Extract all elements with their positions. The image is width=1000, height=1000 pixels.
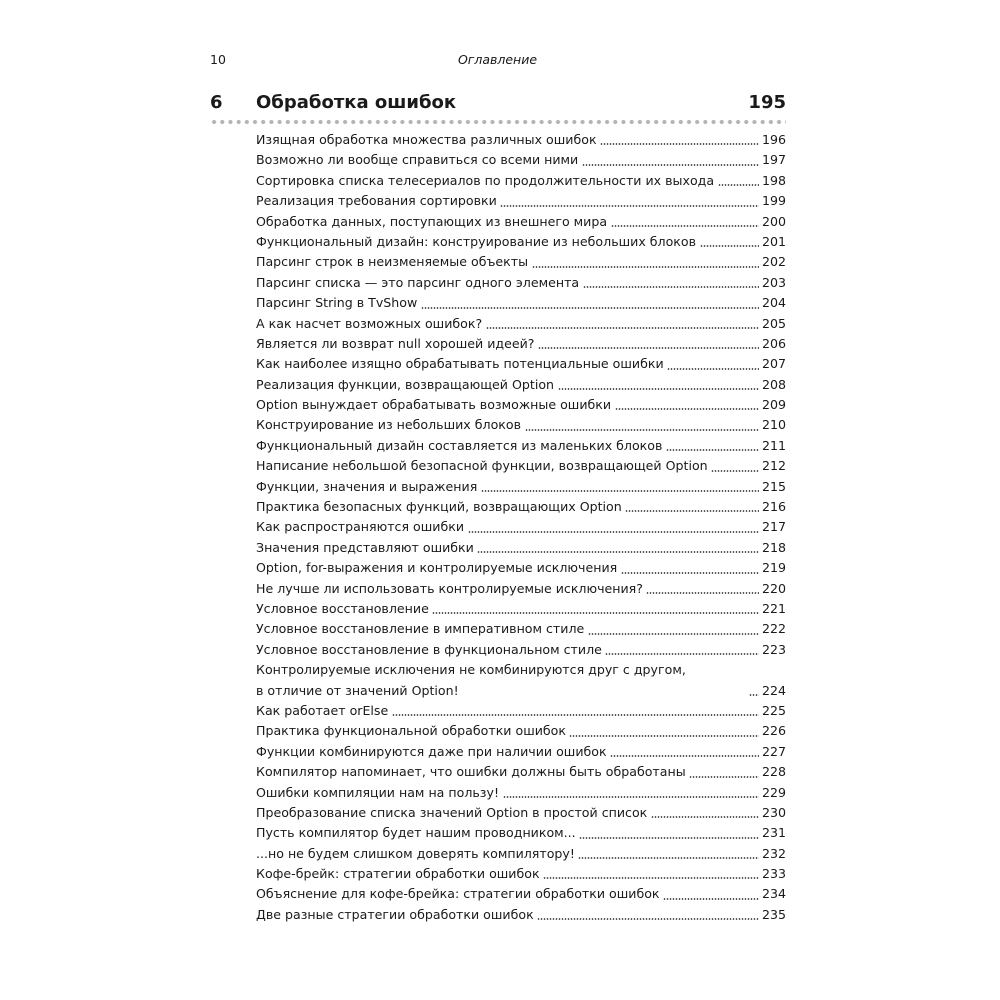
toc-entry-page-number: 224 bbox=[761, 682, 786, 698]
toc-entry-page-number: 232 bbox=[761, 845, 786, 861]
toc-dot-leader bbox=[667, 368, 759, 370]
toc-entry-page-number: 201 bbox=[761, 233, 786, 249]
toc-entry-title-text: Условное восстановление в функциональном стиле bbox=[256, 641, 602, 657]
toc-entry-title bbox=[256, 293, 746, 313]
toc-entry bbox=[256, 538, 786, 558]
toc-entry-title bbox=[256, 415, 746, 435]
toc-entry bbox=[256, 783, 786, 803]
chapter-title: Обработка ошибок bbox=[256, 92, 457, 113]
toc-entry-title-text: Практика функциональной обработки ошибок bbox=[256, 723, 566, 739]
toc-entry-title bbox=[256, 252, 746, 272]
toc-dot-leader bbox=[579, 837, 759, 839]
toc-entry-page-number: 227 bbox=[761, 743, 786, 759]
toc-dot-leader bbox=[666, 449, 759, 451]
toc-entry bbox=[256, 660, 786, 701]
toc-dot-leader bbox=[503, 796, 759, 798]
toc-entry bbox=[256, 599, 786, 619]
toc-entry-title bbox=[256, 783, 746, 803]
toc-entry-title-text: Как распространяются ошибки bbox=[256, 519, 465, 535]
toc-entry-title-text: Условное восстановление в императивном стиле bbox=[256, 621, 585, 637]
toc-entry bbox=[256, 171, 786, 191]
toc-entry bbox=[256, 884, 786, 904]
toc-entry-title-text: Функциональный дизайн составляется из маленьких блоков bbox=[256, 437, 663, 453]
toc-dot-leader bbox=[538, 347, 759, 349]
toc-list bbox=[256, 130, 786, 925]
toc-entry-title-text: Является ли возврат null хорошей идеей? bbox=[256, 335, 535, 351]
toc-entry-page-number: 206 bbox=[761, 335, 786, 351]
toc-entry-title bbox=[256, 130, 746, 150]
toc-dot-leader bbox=[625, 510, 759, 512]
toc-entry-title bbox=[256, 558, 746, 578]
toc-entry-title-text: Функциональный дизайн: конструирование из небольших блоков bbox=[256, 233, 697, 249]
toc-entry-title-text: Парсинг строк в неизменяемые объекты bbox=[256, 254, 529, 270]
toc-entry-page-number: 229 bbox=[761, 784, 786, 800]
page-number: 10 bbox=[210, 52, 226, 67]
toc-entry-page-number: 225 bbox=[761, 702, 786, 718]
toc-entry-title-text: Реализация требования сортировки bbox=[256, 193, 497, 209]
toc-entry-page-number: 217 bbox=[761, 519, 786, 535]
toc-entry-page-number: 235 bbox=[761, 906, 786, 922]
toc-entry-title-text: Ошибки компиляции нам на пользу! bbox=[256, 784, 500, 800]
toc-entry-title-text: Изящная обработка множества различных ошибок bbox=[256, 132, 597, 147]
toc-entry-title-text: Не лучше ли использовать контролируемые исключения? bbox=[256, 580, 643, 596]
toc-entry-page-number: 223 bbox=[761, 641, 786, 657]
toc-entry-title bbox=[256, 599, 746, 619]
toc-entry bbox=[256, 436, 786, 456]
toc-entry bbox=[256, 844, 786, 864]
toc-dot-leader bbox=[621, 572, 759, 574]
toc-entry bbox=[256, 517, 786, 537]
toc-entry-title-text: Функции комбинируются даже при наличии ошибок bbox=[256, 743, 607, 759]
toc-entry-title bbox=[256, 538, 746, 558]
toc-dot-leader bbox=[477, 551, 759, 553]
toc-dot-leader bbox=[432, 612, 759, 614]
toc-entry-title bbox=[256, 660, 746, 701]
toc-dot-leader bbox=[611, 225, 759, 227]
toc-entry-page-number: 233 bbox=[761, 866, 786, 882]
toc-entry-title-text: Сортировка списка телесериалов по продолжительности их выхода bbox=[256, 172, 715, 188]
toc-dot-leader bbox=[651, 816, 759, 818]
toc-entry-title-text: Написание небольшой безопасной функции, возвращающей Option bbox=[256, 458, 708, 474]
chapter-number: 6 bbox=[210, 92, 223, 113]
toc-entry bbox=[256, 497, 786, 517]
toc-entry-title-text: Option, for-выражения и контролируемые исключения bbox=[256, 560, 618, 576]
toc-entry-page-number: 211 bbox=[761, 437, 786, 453]
toc-entry-page-number: 234 bbox=[761, 886, 786, 902]
toc-dot-leader bbox=[421, 307, 759, 309]
toc-dot-leader bbox=[486, 327, 759, 329]
toc-dot-leader bbox=[537, 918, 759, 920]
toc-entry-title bbox=[256, 619, 746, 639]
toc-entry-title bbox=[256, 742, 746, 762]
toc-entry-title-text: Возможно ли вообще справиться со всеми ними bbox=[256, 152, 579, 168]
toc-entry-page-number: 212 bbox=[761, 458, 786, 474]
toc-entry-title-text: Пусть компилятор будет нашим проводником... bbox=[256, 825, 576, 841]
toc-entry bbox=[256, 415, 786, 435]
toc-entry-title-text: Обработка данных, поступающих из внешнего мира bbox=[256, 213, 608, 229]
toc-entry-page-number: 208 bbox=[761, 376, 786, 392]
toc-entry-title-text: Option вынуждает обрабатывать возможные ошибки bbox=[256, 397, 612, 413]
toc-entry-title bbox=[256, 640, 746, 660]
toc-entry-page-number: 209 bbox=[761, 397, 786, 413]
toc-entry-title-text: Объяснение для кофе-брейка: стратегии обработки ошибок bbox=[256, 886, 660, 902]
toc-entry-title bbox=[256, 823, 746, 843]
toc-entry bbox=[256, 354, 786, 374]
toc-entry bbox=[256, 334, 786, 354]
toc-entry-title-text: Функции, значения и выражения bbox=[256, 478, 478, 494]
toc-entry-title bbox=[256, 171, 746, 191]
toc-entry-title-text: Две разные стратегии обработки ошибок bbox=[256, 906, 534, 922]
toc-entry-page-number: 202 bbox=[761, 254, 786, 270]
toc-entry-title bbox=[256, 905, 746, 925]
toc-entry-title-text: Парсинг String в TvShow bbox=[256, 295, 418, 311]
chapter-dotted-rule bbox=[210, 119, 786, 125]
toc-dot-leader bbox=[532, 266, 759, 268]
toc-entry-title bbox=[256, 456, 746, 476]
toc-entry-title bbox=[256, 844, 746, 864]
toc-entry-title bbox=[256, 395, 746, 415]
toc-entry-title-text: А как насчет возможных ошибок? bbox=[256, 315, 483, 331]
toc-entry bbox=[256, 375, 786, 395]
toc-entry-page-number: 198 bbox=[761, 172, 786, 188]
toc-entry-title-continuation: в отличие от значений Option! bbox=[256, 682, 459, 698]
toc-entry-page-number: 218 bbox=[761, 539, 786, 555]
toc-entry-page-number: 196 bbox=[761, 131, 786, 147]
toc-entry-page-number: 210 bbox=[761, 417, 786, 433]
toc-entry bbox=[256, 579, 786, 599]
toc-dot-leader bbox=[392, 714, 759, 716]
toc-dot-leader bbox=[468, 531, 759, 533]
toc-entry-title bbox=[256, 314, 746, 334]
toc-dot-leader bbox=[615, 408, 759, 410]
toc-entry bbox=[256, 150, 786, 170]
toc-dot-leader bbox=[525, 429, 759, 431]
toc-entry-title-text: Преобразование списка значений Option в простой список bbox=[256, 804, 648, 820]
toc-entry bbox=[256, 293, 786, 313]
toc-entry-page-number: 231 bbox=[761, 825, 786, 841]
toc-entry-title bbox=[256, 701, 746, 721]
toc-entry bbox=[256, 619, 786, 639]
toc-entry-title-text: Реализация функции, возвращающей Option bbox=[256, 376, 555, 392]
toc-entry bbox=[256, 905, 786, 925]
toc-entry-title bbox=[256, 497, 746, 517]
toc-dot-leader bbox=[569, 735, 759, 737]
toc-dot-leader bbox=[481, 490, 759, 492]
chapter-page-number: 195 bbox=[748, 92, 786, 113]
toc-dot-leader bbox=[600, 143, 759, 145]
toc-dot-leader bbox=[500, 205, 759, 207]
toc-entry-title-text: Конструирование из небольших блоков bbox=[256, 417, 522, 433]
toc-dot-leader bbox=[718, 184, 759, 186]
toc-entry-page-number: 219 bbox=[761, 560, 786, 576]
toc-entry-page-number: 200 bbox=[761, 213, 786, 229]
toc-entry bbox=[256, 252, 786, 272]
toc-entry-page-number: 215 bbox=[761, 478, 786, 494]
toc-entry-title-text: Контролируемые исключения не комбинируются друг с другом, bbox=[256, 662, 686, 678]
toc-entry-page-number: 226 bbox=[761, 723, 786, 739]
toc-entry bbox=[256, 721, 786, 741]
toc-entry-page-number: 222 bbox=[761, 621, 786, 637]
toc-entry-page-number: 205 bbox=[761, 315, 786, 331]
toc-entry-title bbox=[256, 150, 746, 170]
toc-entry-title bbox=[256, 517, 746, 537]
toc-entry-title-text: ...но не будем слишком доверять компилятору! bbox=[256, 845, 575, 861]
toc-entry bbox=[256, 742, 786, 762]
toc-entry-title bbox=[256, 273, 746, 293]
toc-dot-leader bbox=[610, 755, 759, 757]
toc-entry-title bbox=[256, 477, 746, 497]
toc-entry bbox=[256, 130, 786, 150]
toc-entry-title-text: Значения представляют ошибки bbox=[256, 539, 474, 555]
toc-entry-page-number: 204 bbox=[761, 295, 786, 311]
toc-entry bbox=[256, 273, 786, 293]
toc-dot-leader bbox=[646, 592, 759, 594]
toc-entry-title bbox=[256, 803, 746, 823]
toc-dot-leader bbox=[711, 470, 759, 472]
toc-entry bbox=[256, 191, 786, 211]
toc-dot-leader bbox=[582, 164, 759, 166]
toc-entry-page-number: 230 bbox=[761, 804, 786, 820]
toc-entry bbox=[256, 803, 786, 823]
toc-entry-title bbox=[256, 334, 746, 354]
toc-entry-title-text: Как наиболее изящно обрабатывать потенциальные ошибки bbox=[256, 356, 664, 372]
toc-dot-leader bbox=[578, 857, 759, 859]
toc-entry bbox=[256, 456, 786, 476]
toc-dot-leader bbox=[583, 286, 759, 288]
toc-dot-leader bbox=[700, 245, 759, 247]
toc-entry-title bbox=[256, 375, 746, 395]
toc-entry-page-number: 199 bbox=[761, 193, 786, 209]
toc-entry-title bbox=[256, 579, 746, 599]
toc-dot-leader bbox=[588, 633, 759, 635]
toc-entry bbox=[256, 640, 786, 660]
running-head: Оглавление bbox=[457, 52, 538, 67]
toc-entry-page-number: 221 bbox=[761, 600, 786, 616]
toc-entry-page-number: 220 bbox=[761, 580, 786, 596]
toc-entry-page-number: 207 bbox=[761, 356, 786, 372]
toc-entry-title-text: Компилятор напоминает, что ошибки должны быть обработаны bbox=[256, 764, 686, 780]
toc-entry bbox=[256, 477, 786, 497]
toc-entry-title bbox=[256, 354, 746, 374]
toc-entry bbox=[256, 558, 786, 578]
toc-entry-title bbox=[256, 762, 746, 782]
toc-dot-leader bbox=[605, 653, 759, 655]
toc-entry-page-number: 216 bbox=[761, 499, 786, 515]
toc-entry-title-text: Кофе-брейк: стратегии обработки ошибок bbox=[256, 866, 540, 882]
chapter-heading bbox=[210, 91, 786, 115]
toc-entry-title-text: Условное восстановление bbox=[256, 600, 429, 616]
toc-entry-page-number: 197 bbox=[761, 152, 786, 168]
toc-entry bbox=[256, 701, 786, 721]
toc-entry bbox=[256, 314, 786, 334]
page-header bbox=[210, 51, 785, 69]
toc-entry-title-text: Практика безопасных функций, возвращающих Option bbox=[256, 499, 622, 515]
toc-entry bbox=[256, 232, 786, 252]
toc-entry bbox=[256, 762, 786, 782]
toc-entry-title bbox=[256, 884, 746, 904]
toc-entry bbox=[256, 212, 786, 232]
toc-dot-leader bbox=[663, 898, 759, 900]
toc-dot-leader bbox=[543, 877, 759, 879]
toc-entry-title-text: Парсинг списка — это парсинг одного элемента bbox=[256, 274, 580, 290]
toc-entry bbox=[256, 395, 786, 415]
toc-dot-leader bbox=[689, 776, 759, 778]
toc-entry-title bbox=[256, 212, 746, 232]
toc-entry-title bbox=[256, 436, 746, 456]
toc-entry-page-number: 203 bbox=[761, 274, 786, 290]
toc-dot-leader bbox=[558, 388, 759, 390]
toc-entry bbox=[256, 864, 786, 884]
toc-entry-title bbox=[256, 864, 746, 884]
toc-entry-title bbox=[256, 232, 746, 252]
toc-entry-title bbox=[256, 721, 746, 741]
toc-entry-title-text: Как работает orElse bbox=[256, 702, 389, 718]
toc-entry bbox=[256, 823, 786, 843]
toc-dot-leader bbox=[749, 694, 759, 696]
toc-entry-title bbox=[256, 191, 746, 211]
toc-entry-page-number: 228 bbox=[761, 764, 786, 780]
